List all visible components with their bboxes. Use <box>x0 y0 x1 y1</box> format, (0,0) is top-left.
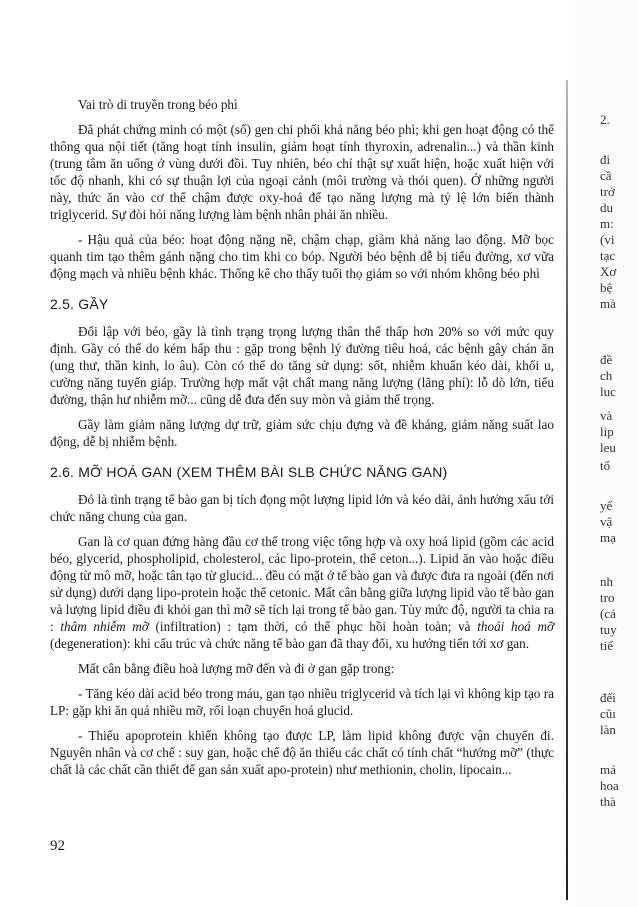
heading-2-5: 2.5. GẦY <box>50 296 109 312</box>
term-infiltration: thâm nhiễm mỡ <box>60 619 149 634</box>
paragraph: Mất cân bằng điều hoà lượng mỡ đến và đi ở gan gặp trong: <box>78 661 395 676</box>
facing-page-fragment: mạ <box>600 530 616 545</box>
main-text-column <box>50 96 554 786</box>
facing-page-fragment: thà <box>600 794 616 809</box>
paragraph-fatty-liver <box>50 533 554 652</box>
facing-page-fragment: má <box>600 762 616 777</box>
facing-page-fragment: 2. <box>600 112 610 127</box>
facing-page-fragment: du <box>600 200 613 215</box>
facing-page-fragment: tuy <box>600 622 617 637</box>
facing-page-fragment: (cá <box>600 606 616 621</box>
facing-page-fragment: lip <box>600 424 614 439</box>
facing-page-fragment: đề <box>600 352 613 367</box>
facing-page-fragment: tiế <box>600 638 613 653</box>
text-run: (infiltration) : tạm thời, có thể phục hồi hoàn toàn; và <box>155 619 471 634</box>
paragraph: - Tăng kéo dài acid béo trong máu, gan tạo nhiều triglycerid và tích lại vì không kịp tạo ra LP: gặp khi ăn quá nhiều mỡ, rối loạn chuyển hoá glucid. <box>50 686 554 718</box>
facing-page-fragment: nh <box>600 574 613 589</box>
facing-page-fragment: tro <box>600 590 615 605</box>
facing-page-fragment: tạc <box>600 248 616 263</box>
facing-page-fragment: Xơ <box>600 264 617 279</box>
facing-page-fragment: trở <box>600 184 615 199</box>
facing-page-fragment: và <box>600 408 613 423</box>
paragraph: Đã phát chứng minh có một (số) gen chi phối khả năng béo phì; khi gen hoạt động có thể thông qua nội tiết (tăng hoạt tính insulin, giảm hoạt tính thyroxin, adrenalin...) và thần kinh (trung tâm ăn uống ở vùng dưới đồi. Tuy nhiên, béo chỉ thật sự xuất hiện, hoặc xuất hiện với tốc độ nhanh, khi có sự thuận lợi của ngoại cảnh (môi trường và thói quen). Ở những người này, thức ăn vào cơ thể chậm được oxy-hoá để tạo năng lượng mà tỷ lệ lớn biến thành triglycerid. Sự đòi hỏi năng lượng làm bệnh nhân phải ăn nhiều. <box>50 122 554 222</box>
text-run: (degeneration): khi cấu trúc và chức năng tế bào gan đã thay đổi, xu hướng tiến tới xơ gan. <box>50 636 530 651</box>
facing-page-fragment: đi <box>600 152 611 167</box>
facing-page-fragment: vậ <box>600 514 613 529</box>
paragraph: - Hậu quả của béo: hoạt động nặng nề, chậm chạp, giảm khả năng lao động. Mỡ bọc quanh tim tạo thêm gánh nặng cho tim khi co bóp. Người béo bệnh dễ bị tiểu đường, xơ vữa động mạch và nhiều bệnh khác. Thống kê cho thấy tuổi thọ giảm so với nhóm không béo phì <box>50 232 554 281</box>
facing-page-fragment: cầ <box>600 168 612 183</box>
facing-page-fragment: đếi <box>600 690 616 705</box>
facing-page-fragment: bệ <box>600 280 613 295</box>
facing-page-fragment: hoa <box>600 778 619 793</box>
facing-page-fragment: làn <box>600 722 616 737</box>
facing-page-fragment: mà <box>600 296 616 311</box>
page-number: 92 <box>50 838 65 854</box>
facing-page-fragment: m: <box>600 216 614 231</box>
heading-2-6: 2.6. MỠ HOÁ GAN (XEM THÊM BÀI SLB CHỨC NĂNG GAN) <box>50 464 448 480</box>
paragraph: Đó là tình trạng tế bào gan bị tích đọng một lượng lipid lớn và kéo dài, ảnh hưởng xấu tới chức năng chung của gan. <box>50 492 554 524</box>
facing-page-fragment: tố <box>600 458 611 473</box>
term-degeneration: thoái hoá mỡ <box>477 619 555 634</box>
paragraph: - Thiếu apoprotein khiến không tạo được LP, làm lipid không được vận chuyển đi. Nguyên nhân và cơ chế : suy gan, hoặc chế độ ăn thiếu các chất có tính chất “hướng mỡ” (thực chất là các chất cần thiết để gan sản xuất apo-protein) như methionin, cholin, lipocain... <box>50 728 554 777</box>
paragraph: Đối lập với béo, gầy là tình trạng trọng lượng thân thể thấp hơn 20% so với mức quy định. Gầy có thể do kém hấp thu : gặp trong bệnh lý đường tiêu hoá, các bệnh gây chán ăn (ung thư, thần kinh, lo âu). Còn có thể do tăng sử dụng: sốt, nhiễm khuẩn kéo dài, khối u, cường năng tuyến giáp. Trường hợp mất vật chất mang năng lượng (lãng phí): lỗ dò lớn, tiểu đường, thận hư nhiễm mỡ... cũng dễ đưa đến suy mòn và giảm thể trọng. <box>50 324 554 407</box>
section-intro-title: Vai trò di truyền trong béo phì <box>78 97 238 112</box>
facing-page-fragment: ch <box>600 368 613 383</box>
facing-page-fragment: cũı <box>600 706 616 721</box>
facing-page-fragment: leu <box>600 440 616 455</box>
facing-page-fragment: luc <box>600 384 616 399</box>
book-gutter-shadow <box>566 80 568 900</box>
text-run: Gan là cơ quan đứng hàng đầu cơ thể trong việc tổng hợp và oxy hoá lipid (gồm các acid béo, glycerid, phospholipid, cholesterol, các lipo-protein, thể ceton...). Lipid ăn vào hoặc điều động từ mô mỡ, hoặc tân tạo từ glucid... đều có mặt ở tế bào gan và được đưa ra ngoài (đến nơi sử dụng) dưới dạng lipo-protein hoặc thể cetonic. Mất cân bằng giữa lượng lipid vào tế bào gan và lượng lipid điều đi khỏi gan thì mỡ sẽ tích lại trong tế bào gan. Tùy mức độ, người ta chia ra : <box>50 534 554 634</box>
paragraph: Gầy làm giảm năng lượng dự trữ, giảm sức chịu đựng và đề kháng, giảm năng suất lao động, dễ bị nhiễm bệnh. <box>50 417 554 449</box>
facing-page-fragment: (vi <box>600 232 615 247</box>
facing-page-fragment: yế <box>600 498 613 513</box>
